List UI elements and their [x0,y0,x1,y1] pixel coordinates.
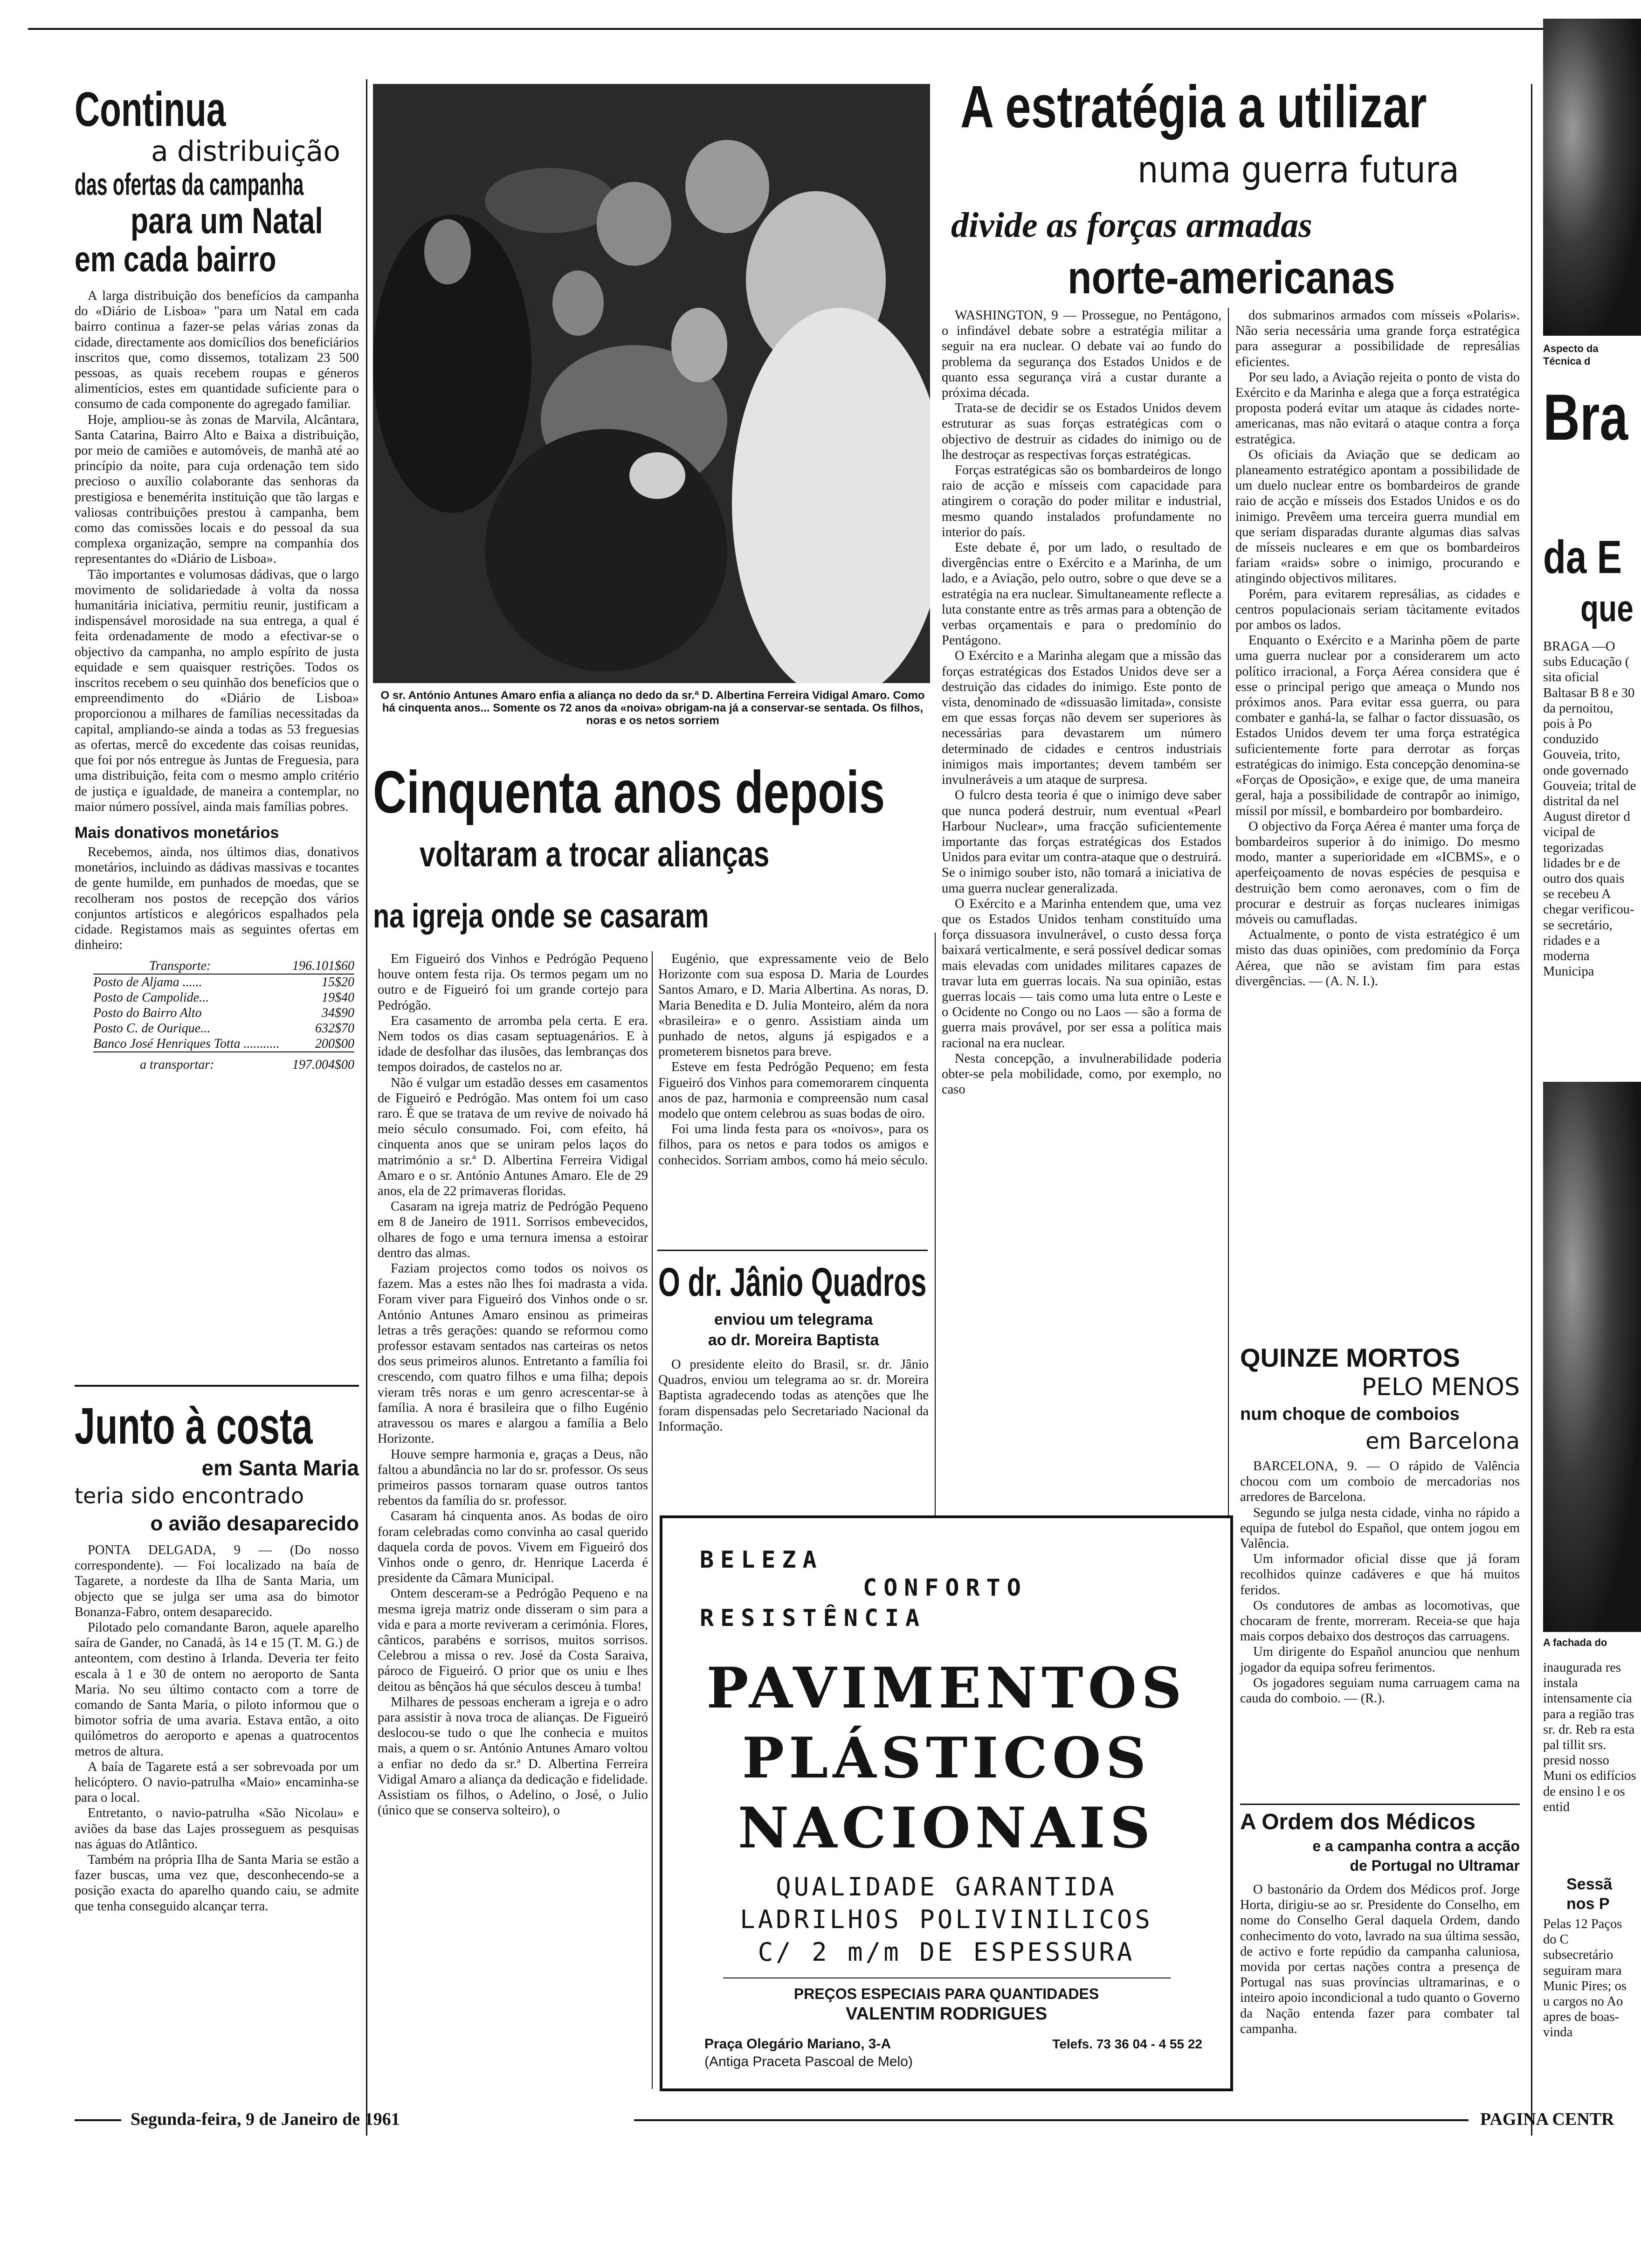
ledger-value: 15$20 [322,975,354,990]
doctors-article [1240,1882,1520,2037]
ledger-value: 197.004$00 [292,1058,354,1072]
headline-pelo-menos: PELO MENOS [1361,1373,1520,1401]
paragraph: Também na própria Ilha de Santa Maria se estão a fazer buscas, uma vez que, desconhecendo-se a posição exacta do aparelho quando caiu, se admite que tenha conseguido alcançar terra. [75,1853,359,1914]
ledger-label: Banco José Henriques Totta ........... [93,1037,280,1051]
paragraph: Entretanto, o navio-patrulha «São Nicolau» e aviões da base das Lajes prosseguem as pesquisas nas águas do Atlântico. [75,1806,359,1852]
ad-phones: Telefs. 73 36 04 - 4 55 22 [1052,2037,1202,2051]
ledger-label: Transporte: [149,959,211,974]
strip-caption: A fachada do [1543,1637,1607,1648]
paragraph: Um informador oficial disse que já foram recolhidos quinze cadáveres e que há muitos feridos. [1240,1552,1520,1597]
paragraph: Faziam projectos como todos os noivos os fazem. Mas a estes não lhes foi madrasta a vida. Foram viver para Figueiró dos Vinhos onde o sr. António Antunes Amaro ensinou as primeiras letras a três gerações: quando se reformou como professor estavam sentados nas carteiras os netos dos seus primeiros alunos. Entretanto a família foi crescendo, com quatro filhos e uma filha; depois vieram três noras e um genro acrescentar-se à família. A nora é brasileira que o filho Eugénio atravessou os mares e alargou a família a Belo Horizonte. [378,1261,648,1446]
ledger-value: 200$00 [315,1037,354,1051]
paragraph: Ontem desceram-se a Pedrógão Pequeno e na mesma igreja matriz onde disseram o sim para a vida e para a morte reviveram a cerimónia. Flores, cânticos, parabéns e sorrisos, muitos sorrisos. Celebrou a missa o rev. José da Costa Saraiva, pároco de Figueiró. O prior que os uniu e lhes deitou as bênçãos há que séculos desceu à tumba! [378,1586,648,1694]
ad-pavimentos: PAVIMENTOS [706,1655,1186,1721]
ad-plasticos: PLÁSTICOS [742,1725,1151,1791]
paragraph: O presidente eleito do Brasil, sr. dr. Jânio Quadros, enviou um telegrama ao sr. dr. Moreira Baptista agradecendo todas as atenções que lhe foram dispensadas pelo Secretariado Nacional da Informação. [658,1357,929,1434]
ad-precos: PREÇOS ESPECIAIS PARA QUANTIDADES [793,1985,1099,2002]
paragraph: Casaram há cinquenta anos. As bodas de oiro foram celebradas como convinha ao casal querido daquela corda de povos. Vivem em Figueiró dos Vinhos onde o genro, dr. Henrique Lacerda é presidente da Câmara Municipal. [378,1509,648,1586]
ad-beleza: BELEZA [700,1546,823,1573]
strip-subhead: Sessã nos P [1566,1875,1613,1913]
ledger-row [93,990,354,1005]
right-strip [1538,0,1641,2268]
paragraph: Nesta concepção, a invulnerabilidade poderia obter-se pela mobilidade, como, por exemplo, no caso [942,1051,1221,1097]
paragraph: Trata-se de decidir se os Estados Unidos devem estruturar as suas forças estratégicas com o objectivo de destruir as cidades do inimigo ou de lhe destroçar as respectivas forças estratégicas. [942,401,1221,462]
ad-resistencia: RESISTÊNCIA [700,1604,926,1632]
building-photo-bottom [1543,1082,1641,1632]
headline-ordem-medicos: A Ordem dos Médicos [1240,1810,1476,1834]
paragraph: Era casamento de arromba pela certa. E era. Nem todos os dias casam septuagenários. E à idade de desfolhar das ilusões, das lembranças dos tempos doirados, de castelos no ar. [378,1013,648,1075]
ledger-row [93,1036,354,1052]
paragraph: Pilotado pelo comandante Baron, aquele aparelho saíra de Gander, no Canadá, às 14 e 15 (T. M. G.) de anteontem, com destino à Irlanda. Deveria ter feito escala à 1 e 30 de ontem no aeroporto de Santa Maria. No seu último contacto com a torre de comando de Santa Maria, o piloto informou que o bimotor sofria de uma avaria. Estava então, a oito quilómetros do aeroporto e apenas a quatrocentos metros de altura. [75,1620,359,1759]
headline-quadros: O dr. Jânio Quadros [658,1260,927,1305]
headline-divide: divide as forças armadas [951,206,1312,245]
paragraph: Foi uma linda festa para os «noivos», para os filhos, para os netos e para todos os amigos e conhecidos. Sorriam ambos, como há meio século. [658,1122,929,1168]
headline-natal: para um Natal [131,200,323,241]
strip-text: BRAGA —O subs Educação ( sita oficial Baltasar B 8 e 30 da pernoitou, pois à Po conduzido Gouveia, trito, onde governado Gouveia; trital de distrital da nel August diretor d vicipal de tegorizadas lidades br e de outro dos quais se recebeu A chegar verificou-se secretário, ridades e a moderna Municipa [1543,639,1636,979]
paragraph: Eugénio, que expressamente veio de Belo Horizonte com sua esposa D. Maria de Lourdes Santos Amaro, e D. Maria Albertina. As noras, D. Maria Benedita e D. Julia Monteiro, além da nora «brasileira» e o genro. Assistiam ainda um punhado de netos, alguns já espigados e a prometerem bisnetos para breve. [658,952,929,1059]
paragraph: O fulcro desta teoria é que o inimigo deve saber que nunca poderá destruir, num eventual «Pearl Harbour Nuclear», uma fracção suficientemente importante das forças estratégicas dos Estados Unidos para evitar um contra-ataque que o destruirá. Se o inimigo souber isto, não tomará a iniciativa de uma guerra nuclear generalizada. [942,788,1221,896]
ledger-row [93,1057,354,1072]
ad-address: Praça Olegário Mariano, 3-A [704,2036,891,2052]
headline-aliancas: voltaram a trocar alianças [420,835,770,874]
photo-image [373,84,930,683]
donations-text [75,844,359,953]
ledger-value: 19$40 [322,990,354,1005]
ledger-row [93,958,354,975]
column-divider [652,951,653,2089]
advertisement [660,1515,1233,2091]
footer-rule [634,2119,1469,2121]
paragraph: Os jogadores seguiam numa carruagem cama na cauda do comboio. — (R.). [1240,1675,1520,1706]
headline-barcelona: em Barcelona [1365,1428,1520,1454]
paragraph: BARCELONA, 9. — O rápido de Valência chocou com um comboio de mercadorias nos arredores de Barcelona. [1240,1459,1520,1505]
footer-section: PAGINA CENTR [1480,2109,1614,2129]
paragraph: dos submarinos armados com mísseis «Polaris». Não seria necessária uma grande força estratégica para assegurar a possibilidade de represálias eficientes. [1235,308,1520,369]
column-rule [1240,1804,1520,1805]
top-rule [28,28,1622,30]
wedding-article-col1 [378,951,648,1818]
paragraph: Milhares de pessoas encheram a igreja e o adro para assistir à nova troca de alianças. De Figueiró deslocou-se tudo o que lhe conhecia e muitos mais, a quem o sr. António Antunes Amaro voltou a enfiar no dedo da sr.ª D. Albertina Ferreira Vidigal Amaro a aliança da dedicação e fidelidade. Assistiam os filhos, o Adelino, o José, o Julio (único que se conserva solteiro), o [378,1694,648,1818]
headline-quinze-mortos: QUINZE MORTOS [1240,1343,1460,1372]
ad-espessura: C/ 2 m/m DE ESPESSURA [758,1937,1135,1967]
headline-telegrama: enviou um telegrama [714,1311,873,1328]
footer-rule [75,2119,121,2121]
campaign-article [75,288,359,815]
paragraph: Tão importantes e volumosas dádivas, que o largo movimento de solidariedade à volta da nossa humanitária iniciativa, permitiu reunir, justificam a indispensável morosidade na sua entrega, a qual é feita ordenadamente de modo a efectivar-se o objectivo da campanha, no amplo espírito de justa equidade e sem quaisquer restrições. Todos os inscritos recebem o seu quinhão dos benefícios que o empreendimento do «Diário de Lisboa» proporcionou a milhares de famílias necessitadas da capital, ampliando-se ainda a todas as 53 freguesias as ofertas, mercê do excedente das coisas reunidas, que foi por nós entregue às Juntas de Freguesia, para uma distribuição, feita com o mesmo amplo critério de justiça e igualdade, de maneira a contemplar, no maior número possível, ainda mais famílias pobres. [75,567,359,814]
paragraph: Por seu lado, a Aviação rejeita o ponto de vista do Exército e da Marinha e alega que a força estratégica proposta poderá evitar um ataque às cidades norte-americanas, mas não evitará o ataque contra a força estratégica. [1235,370,1520,447]
strip-headline: que [1580,588,1634,629]
paragraph: O Exército e a Marinha alegam que a missão das forças estratégicas dos Estados Unidos deve ser a destruição das cidades do inimigo. Este ponto de vista, denominado de «dissuasão limitada», consiste em que essas forças não devem ser superiores às necessárias para devastarem um número determinado de cidades e centros industriais inimigos mais importantes; devem também ser invulneráveis a um ataque de surpresa. [942,649,1221,788]
ledger-label: Posto C. de Ourique... [93,1021,211,1036]
paragraph: Segundo se julga nesta cidade, vinha no rápido a equipa de futebol do Español, que ontem jogou em Valência. [1240,1505,1520,1551]
headline-ultramar: de Portugal no Ultramar [1350,1857,1520,1874]
ledger-label: Posto do Bairro Alto [93,1006,202,1021]
strip-headline: Bra [1543,380,1628,454]
headline-choque: num choque de comboios [1240,1404,1460,1424]
paragraph: Porém, para evitarem represálias, as cidades e centros populacionais seriam tàcitamente evitados por ambos os lados. [1235,587,1520,633]
headline-distribuicao: a distribuição [151,135,340,168]
donations-ledger [75,958,359,1072]
coast-article [75,1542,359,1914]
paragraph: Os condutores de ambas as locomotivas, que chocaram de frente, morreram. Receia-se que haja mais corpos debaixo dos destroços das carruagens. [1240,1598,1520,1644]
headline-cinquenta-anos: Cinquenta anos depois [373,759,885,826]
strip-caption: Aspecto da [1543,343,1599,354]
column-rule [75,1385,359,1387]
column-rule [657,1250,928,1251]
strip-text: inaugurada res instala intensamente cia para a região tras sr. dr. Reb ra esta pal tillit srs. presid nosso Muni os edifícios de ensino l e os entid [1543,1660,1636,1814]
ad-nacionais: NACIONAIS [738,1795,1155,1861]
doctors-story [1240,1808,1520,2037]
paragraph: Esteve em festa Pedrógão Pequeno; em festa Figueiró dos Vinhos para comemorarem cinquenta anos de paz, harmonia e compreensão num casal modelo que ontem celebrou as suas bodas de oiro. [658,1060,929,1121]
ledger-row [93,975,354,990]
headline-junto-costa: Junto à costa [75,1397,313,1455]
ledger-label: Posto de Aljama ...... [93,975,202,990]
wedding-article-col2 [658,951,929,1168]
building-photo-top [1543,19,1641,336]
paragraph: Houve sempre harmonia e, graças a Deus, não faltou a abundância no lar do sr. professor. Os seus primeiros passos tornaram quase outros tantos rebentos da família do sr. professor. [378,1447,648,1508]
ad-address-old: (Antiga Praceta Pascoal de Melo) [704,2054,913,2069]
paragraph: O Exército e a Marinha entendem que, uma vez que os Estados Unidos tenham constituído uma força dissuasora invulnerável, o custo dessa força baixará verticalmente, e será possível dedicar somas mais elevadas com unidades militares capazes de travar luta em guerras locais. Na sua opinião, estas guerras locais — tais como uma luta entre o Leste e o Ocidente no Congo ou no Laos — são a forma de guerra mais provável, por ser essa a política mais racional na era nuclear. [942,896,1221,1051]
ad-qualidade: QUALIDADE GARANTIDA [776,1872,1117,1902]
headline-igreja: na igreja onde se casaram [373,898,709,935]
paragraph: Não é vulgar um estadão desses em casamentos de Figueiró e Pedrógão. Mas ontem foi um caso raro. É que se tratava de um revive de noivado há meio século consumado. Foi, com efeito, há cinquenta anos que se uniram pelos laços do matrimónio a sr.ª D. Albertina Ferreira Vidigal Amaro e o sr. António Antunes Amaro. Ele de 29 anos, ela de 22 primaveras floridas. [378,1075,648,1199]
ledger-value: 632$70 [315,1021,354,1036]
paragraph: Forças estratégicas são os bombardeiros de longo raio de acção e mísseis com capacidade para atingirem o coração do poder militar e industrial, mesmo quando instalados profundamente no interior do país. [942,463,1221,539]
paragraph: PONTA DELGADA, 9 — (Do nosso correspondente). — Foi localizado na baía de Tagarete, a nordeste da Ilha de Santa Maria, um objecto que se julga ser uma asa do bimotor Bonanza-Fabro, ontem desaparecido. [75,1543,359,1619]
ad-ladrilhos: LADRILHOS POLIVINILICOS [740,1905,1153,1934]
headline-bairro: em cada bairro [75,240,276,279]
strip-headline: da E [1543,531,1622,583]
quadros-story [658,1259,929,1434]
headline-guerra-futura: numa guerra futura [1138,149,1459,191]
quadros-article [658,1357,929,1434]
column-divider [1228,308,1229,1525]
headline-campanha: e a campanha contra a acção [1312,1838,1520,1854]
paragraph: Este debate é, por um lado, o resultado de divergências entre o Exército e a Marinha, de um lado, e a Aviação, pelo outro, sobre o que deve se a estratégia na era nuclear. Simultaneamente reflecte a luta constante entre as três armas para a obtenção de verbas orçamentais e para o predomínio do Pentágono. [942,540,1221,648]
ad-seller: VALENTIM RODRIGUES [845,2004,1048,2024]
ad-conforto: CONFORTO [863,1574,1027,1601]
paragraph: O bastonário da Ordem dos Médicos prof. Jorge Horta, dirigiu-se ao sr. Presidente do Conselho, em nome do Conselho Geral daquela Ordem, dando conhecimento do voto, lavrado na sua última sessão, de activo e forte repúdio da campanha caluniosa, movida por certas nações contra a presença de Portugal nas suas províncias ultramarinas, e o inteiro apoio incondicional a tudo quanto o Governo da Nação entenda fazer para combater tal campanha. [1240,1882,1520,2036]
paragraph: A larga distribuição dos benefícios da campanha do «Diário de Lisboa» "para um Natal em cada bairro continua a fazer-se pelas várias zonas da cidade, directamente aos domicílios dos beneficiários inscritos que, como dissemos, totalizam 23 500 pessoas, as quais recebem roupas e géneros alimentícios, estes em quantidade suficiente para o consumo de cada componente do agregado familiar. [75,289,359,412]
strip-text: Pelas 12 Paços do C subsecretário seguiram mara Munic Pires; os u cargos no Ao apres de boas-vinda [1543,1917,1627,2040]
paragraph: Hoje, ampliou-se às zonas de Marvila, Alcântara, Santa Catarina, Bairro Alto e Baixa a distribuição, por meio de camiões e automóveis, de manhã até ao princípio da noite, para cuja ordenação tem sido precioso o auxílio colaborante das senhoras da prestigiosa e benemérita instituição que tão largas e valiosas contribuições prestou à campanha, bem como das comissões locais e do pessoal da sua complexa organização, sempre na companhia dos representantes do «Diário de Lisboa». [75,412,359,567]
paragraph: A baía de Tagarete está a ser sobrevoada por um helicóptero. O navio-patrulha «Maio» encaminha-se para o local. [75,1759,359,1805]
coast-story [75,1399,359,1914]
left-column [75,84,359,1072]
photo-caption: O sr. António Antunes Amaro enfia a aliança no dedo da sr.ª D. Albertina Ferreira Vidigal Amaro. Como há cinquenta anos... Somente os 72 anos da «noiva» obrigam-na já a conservar-se sentada. Os filhos, noras e os netos sorriem [380,689,925,727]
paragraph: Casaram na igreja matriz de Pedrógão Pequeno em 8 de Janeiro de 1911. Sorrisos embevecidos, olhares de fogo e uma ternura imensa a estoirar dentro das almas. [378,1199,648,1260]
headline-continua: Continua [75,83,226,137]
headline-moreira: ao dr. Moreira Baptista [708,1331,879,1349]
strategy-article-col2 [1235,308,1520,989]
paragraph: Um dirigente do Español anunciou que nenhum jogador da equipa sofreu ferimentos. [1240,1645,1520,1675]
paragraph: Recebemos, ainda, nos últimos dias, donativos monetários, incluindo as dádivas massivas e tocantes de gente humilde, em punhados de moedas, que se recolheram nos postos de recepção dos vários conjuntos artísticos e alegóricos espalhados pela cidade. Registamos mais as seguintes ofertas em dinheiro: [75,844,359,953]
paragraph: Enquanto o Exército e a Marinha põem de parte uma guerra nuclear por a considerarem um acto político irracional, a Força Aérea considera que é esse o principal perigo que ameaça o Mundo nos próximos anos. Para evitar essa guerra, ou para combater e ganhá-la, se falhar o factor dissuasão, os Estados Unidos devem ter uma força estratégica suficientemente forte para derrotar as forças estratégicas do inimigo. Esta concepção denomina-se «Forças de Oposição», e exige que, de uma maneira geral, haja a possibilidade de contrapôr ao inimigo, míssil por míssil, e bombardeiro por bombardeiro. [1235,633,1520,818]
paragraph: Os oficiais da Aviação que se dedicam ao planeamento estratégico apontam a possibilidade de um duelo nuclear entre os bombardeiros de grande raio de acção e mísseis dos Estados Unidos e os do inimigo. Prevêem uma terceira guerra mundial em que seriam disparadas durante algumas dias salvas de mísseis nucleares e em que os bombardeiros fariam «raids» sobre o inimigo, procurando e atingindo objectivos militares. [1235,447,1520,586]
ledger-label: a transportar: [140,1058,214,1072]
column-divider [1531,84,1532,2136]
strategy-article-col1 [942,308,1221,1097]
ledger-value: 196.101$60 [292,959,354,974]
ledger-label: Posto de Campolide... [93,990,209,1005]
paragraph: O objectivo da Força Aérea é manter uma força de bombardeiros superior à do inimigo. Do mesmo modo, manter a superioridade em «ICBMS», e o aperfeiçoamento de novas espécies de pesquisa e destruição bem como aeronaves, com o fim de procurar e destruir as forças nucleares inimigas móveis ou camufladas. [1235,819,1520,927]
column-divider [366,79,367,2136]
headline-aviao: o avião desaparecido [150,1512,359,1535]
paragraph: WASHINGTON, 9 — Prossegue, no Pentágono, o infindável debate sobre a estratégia militar a seguir na era nuclear. O debate vai ao fundo do problema da segurança dos Estados Unidos e de quanto essa segurança virá a custar durante a próxima década. [942,308,1221,401]
paragraph: Em Figueiró dos Vinhos e Pedrógão Pequeno houve ontem festa rija. Os termos pegam um no outro e de Figueiró foi um grande cortejo para Pedrógão. [378,952,648,1013]
wedding-photo [373,84,930,683]
ledger-row [93,1005,354,1021]
ledger-value: 34$90 [322,1006,354,1021]
paragraph: Actualmente, o ponto de vista estratégico é um misto das duas opiniões, com predomínio da Força Aérea, que não se avistam fim para estas divergências. — (A. N. I.). [1235,927,1520,989]
subhead-donativos: Mais donativos monetários [75,823,279,842]
footer-date: Segunda-feira, 9 de Janeiro de 1961 [131,2109,400,2129]
headline-norte-americanas: norte-americanas [1068,252,1395,303]
barcelona-article [1240,1459,1520,1706]
strip-caption: Técnica d [1543,355,1591,367]
barcelona-story [1240,1343,1520,1706]
ledger-row [93,1021,354,1036]
headline-encontrado: teria sido encontrado [75,1483,304,1508]
headline-santa-maria: em Santa Maria [201,1456,359,1480]
headline-estrategia: A estratégia a utilizar [960,74,1427,140]
headline-ofertas: das ofertas da campanha [75,167,304,201]
